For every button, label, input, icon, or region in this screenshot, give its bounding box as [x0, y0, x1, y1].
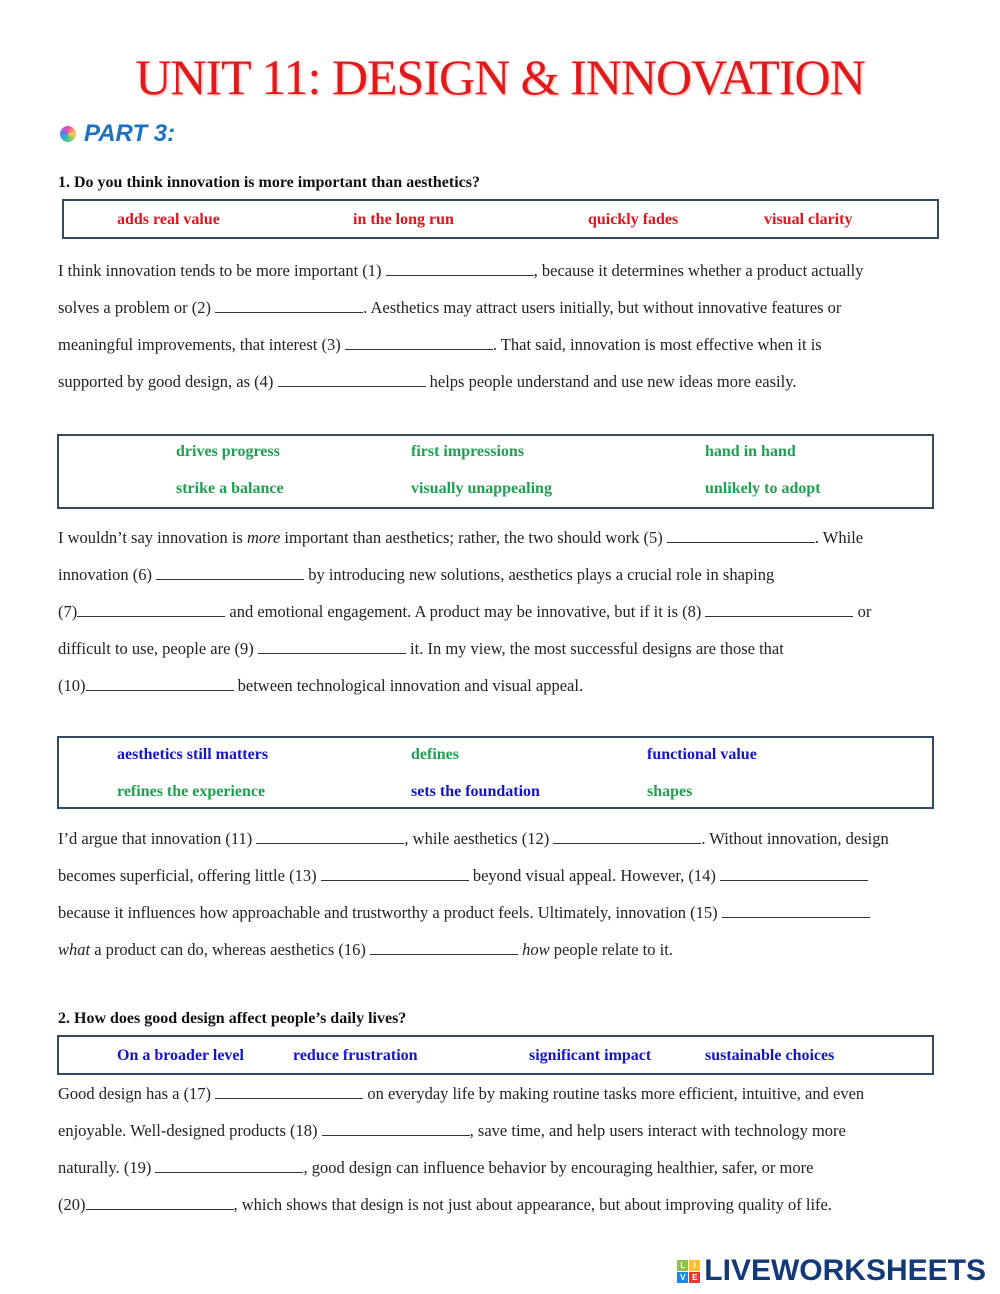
- word-bank-item[interactable]: visual clarity: [764, 211, 853, 228]
- paragraph-4: [58, 1075, 864, 1223]
- paragraph-line: [58, 1186, 864, 1223]
- paragraph-text: , which shows that design is not just about appearance, but about improving quality of life.: [233, 1195, 832, 1214]
- paragraph-text: difficult to use, people are (9): [58, 639, 258, 658]
- answer-blank-1[interactable]: [386, 261, 534, 276]
- word-bank-item[interactable]: significant impact: [529, 1047, 652, 1064]
- paragraph-text: what: [58, 940, 91, 959]
- paragraph-line: [58, 1075, 864, 1112]
- paragraph-1: [58, 252, 864, 400]
- logo-icon: L I V E: [677, 1260, 700, 1283]
- paragraph-text: innovation (6): [58, 565, 157, 584]
- answer-blank-7[interactable]: [77, 602, 225, 617]
- paragraph-text: or: [853, 602, 872, 621]
- answer-blank-10[interactable]: [86, 676, 234, 691]
- word-bank-item[interactable]: refines the experience: [117, 783, 266, 800]
- paragraph-text: between technological innovation and visual appeal.: [233, 676, 584, 695]
- paragraph-line: [58, 363, 864, 400]
- paragraph-text: meaningful improvements, that interest (3): [58, 335, 345, 354]
- word-bank-item[interactable]: reduce frustration: [293, 1047, 418, 1064]
- paragraph-line: [58, 894, 889, 931]
- paragraph-text: by introducing new solutions, aesthetics plays a crucial role in shaping: [304, 565, 775, 584]
- answer-blank-16[interactable]: [370, 940, 518, 955]
- paragraph-line: [58, 556, 871, 593]
- liveworksheets-logo: [677, 1254, 986, 1288]
- paragraph-text: (7): [58, 602, 78, 621]
- paragraph-text: and emotional engagement. A product may be innovative, but if it is (8): [225, 602, 706, 621]
- paragraph-text: I wouldn’t say innovation is: [58, 528, 247, 547]
- answer-blank-9[interactable]: [258, 639, 406, 654]
- paragraph-text: important than aesthetics; rather, the two should work (5): [280, 528, 667, 547]
- word-bank-item[interactable]: in the long run: [353, 211, 454, 228]
- word-bank-item[interactable]: sustainable choices: [705, 1047, 835, 1064]
- paragraph-text: , good design can influence behavior by encouraging healthier, safer, or more: [303, 1158, 814, 1177]
- word-bank-item[interactable]: strike a balance: [176, 480, 284, 497]
- word-bank-item[interactable]: aesthetics still matters: [117, 746, 269, 763]
- palette-icon: [60, 126, 76, 142]
- paragraph-text: naturally. (19): [58, 1158, 156, 1177]
- word-bank-1: [62, 199, 939, 239]
- paragraph-text: (10): [58, 676, 86, 695]
- answer-blank-6[interactable]: [156, 565, 304, 580]
- part-label: PART 3:: [84, 120, 176, 147]
- paragraph-text: supported by good design, as (4): [58, 372, 278, 391]
- question-2: 2. How does good design affect people’s daily lives?: [58, 1010, 407, 1027]
- answer-blank-15[interactable]: [722, 903, 870, 918]
- answer-blank-5[interactable]: [667, 528, 815, 543]
- paragraph-text: on everyday life by making routine tasks more efficient, intuitive, and even: [363, 1084, 865, 1103]
- paragraph-line: [58, 519, 871, 556]
- part-heading: [60, 120, 175, 148]
- word-bank-item[interactable]: visually unappealing: [411, 480, 552, 497]
- paragraph-text: , because it determines whether a product actually: [533, 261, 864, 280]
- paragraph-text: solves a problem or (2): [58, 298, 216, 317]
- paragraph-line: [58, 1112, 864, 1149]
- word-bank-item[interactable]: drives progress: [176, 443, 280, 460]
- paragraph-text: beyond visual appeal. However, (14): [468, 866, 721, 885]
- paragraph-text: becomes superficial, offering little (13): [58, 866, 321, 885]
- paragraph-text: helps people understand and use new ideas more easily.: [425, 372, 797, 391]
- paragraph-text: more: [246, 528, 281, 547]
- answer-blank-8[interactable]: [705, 602, 853, 617]
- word-bank-item[interactable]: defines: [411, 746, 459, 763]
- answer-blank-4[interactable]: [278, 372, 426, 387]
- paragraph-text: I’d argue that innovation (11): [58, 829, 257, 848]
- answer-blank-19[interactable]: [155, 1158, 303, 1173]
- answer-blank-2[interactable]: [215, 298, 363, 313]
- answer-blank-17[interactable]: [215, 1084, 363, 1099]
- word-bank-item[interactable]: sets the foundation: [411, 783, 540, 800]
- paragraph-line: [58, 630, 871, 667]
- paragraph-text: . Without innovation, design: [701, 829, 889, 848]
- paragraph-text: a product can do, whereas aesthetics (16): [90, 940, 371, 959]
- paragraph-line: [58, 857, 889, 894]
- answer-blank-12[interactable]: [553, 829, 701, 844]
- paragraph-text: . Aesthetics may attract users initially, but without innovative features or: [363, 298, 842, 317]
- paragraph-line: [58, 289, 864, 326]
- paragraph-text: enjoyable. Well-designed products (18): [58, 1121, 322, 1140]
- answer-blank-20[interactable]: [86, 1195, 234, 1210]
- paragraph-text: . While: [814, 528, 864, 547]
- paragraph-text: , save time, and help users interact with technology more: [469, 1121, 846, 1140]
- answer-blank-3[interactable]: [345, 335, 493, 350]
- paragraph-text: Good design has a (17): [58, 1084, 216, 1103]
- word-bank-4: [57, 1035, 934, 1075]
- answer-blank-14[interactable]: [720, 866, 868, 881]
- answer-blank-13[interactable]: [321, 866, 469, 881]
- word-bank-item[interactable]: On a broader level: [117, 1047, 244, 1064]
- paragraph-text: . That said, innovation is most effective when it is: [492, 335, 822, 354]
- paragraph-3: [58, 820, 889, 968]
- paragraph-text: I think innovation tends to be more important (1): [58, 261, 386, 280]
- word-bank-item[interactable]: functional value: [647, 746, 757, 763]
- paragraph-text: because it influences how approachable and trustworthy a product feels. Ultimately, innovation (15): [58, 903, 722, 922]
- paragraph-text: how: [522, 940, 550, 959]
- answer-blank-11[interactable]: [256, 829, 404, 844]
- worksheet-title: UNIT 11: DESIGN & INNOVATION: [135, 49, 865, 105]
- word-bank-item[interactable]: unlikely to adopt: [705, 480, 821, 497]
- paragraph-text: people relate to it.: [549, 940, 673, 959]
- word-bank-3: [57, 736, 934, 809]
- paragraph-line: [58, 1149, 864, 1186]
- paragraph-line: [58, 252, 864, 289]
- question-1: 1. Do you think innovation is more important than aesthetics?: [58, 174, 480, 191]
- word-bank-item[interactable]: shapes: [647, 783, 693, 800]
- paragraph-2: [58, 519, 871, 704]
- paragraph-line: [58, 326, 864, 363]
- paragraph-text: , while aesthetics (12): [404, 829, 554, 848]
- paragraph-line: [58, 931, 889, 968]
- paragraph-line: [58, 593, 871, 630]
- word-bank-2: [57, 434, 934, 509]
- answer-blank-18[interactable]: [322, 1121, 470, 1136]
- word-bank-item[interactable]: adds real value: [117, 211, 220, 228]
- paragraph-line: [58, 667, 871, 704]
- word-bank-item[interactable]: quickly fades: [588, 211, 679, 228]
- logo-text: LIVEWORKSHEETS: [704, 1254, 986, 1287]
- paragraph-text: (20): [58, 1195, 86, 1214]
- word-bank-item[interactable]: first impressions: [411, 443, 525, 460]
- paragraph-text: it. In my view, the most successful designs are those that: [405, 639, 784, 658]
- word-bank-item[interactable]: hand in hand: [705, 443, 796, 460]
- paragraph-line: [58, 820, 889, 857]
